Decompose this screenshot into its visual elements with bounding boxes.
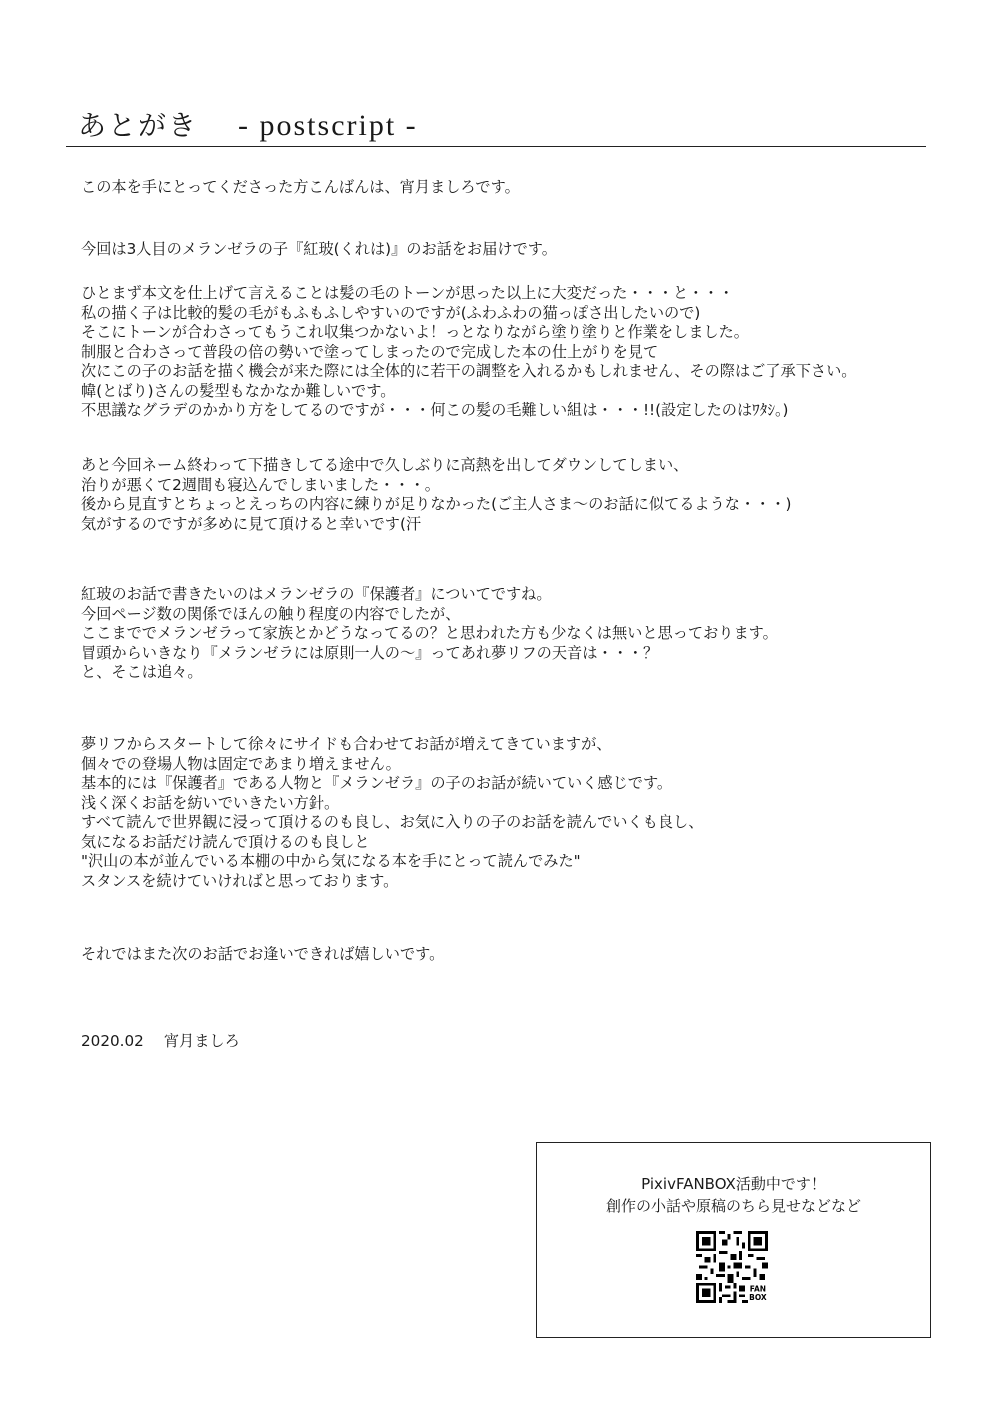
text-line: 今回ページ数の関係でほんの触り程度の内容でしたが、 [81, 604, 461, 623]
title-divider [66, 146, 926, 147]
text-line: 私の描く子は比較的髪の毛がもふもふしやすいのですが(ふわふわの猫っぽさ出したいので) [81, 303, 701, 322]
text-line: 浅く深くお話を紡いでいきたい方針。 [81, 793, 340, 812]
text-line: ここまででメランゼラって家族とかどうなってるの？と思われた方も少なくは無いと思っております。 [81, 624, 778, 642]
svg-text:BOX: BOX [749, 1293, 767, 1303]
paragraph-tone [81, 284, 856, 421]
paragraph-series [81, 735, 703, 891]
signature-author: 宵月ましろ [163, 1032, 240, 1050]
fanbox-line-1: PixivFANBOX活動中です！ [641, 1175, 826, 1193]
text-line: 気がするのですが多めに見て頂けると幸いです(汗 [81, 514, 422, 533]
text-line: すべて読んで世界観に浸って頂けるのも良し、お気に入りの子のお話を読んでいくも良し、 [81, 813, 704, 831]
text-line: 紅玻のお話で書きたいのはメランゼラの『保護者』についてですね。 [81, 585, 552, 603]
text-line: 基本的には『保護者』である人物と『メランゼラ』の子のお話が続いていく感じです。 [81, 774, 673, 792]
text-line: 冒頭からいきなり『メランゼラには原則一人の～』ってあれ夢リフの天音は・・・？ [81, 643, 659, 662]
text-line: 治りが悪くて2週間も寝込んでしまいました・・・。 [81, 475, 440, 494]
text-line: 次にこの子のお話を描く機会が来た際には全体的に若干の調整を入れるかもしれません、その際はご了承下さい。 [81, 362, 857, 380]
qr-code-icon[interactable] [696, 1231, 768, 1303]
title-text: あとがき [78, 109, 199, 142]
paragraph-closing [81, 945, 444, 965]
text-line: 幃(とばり)さんの髪型もなかなか難しいです。 [81, 381, 396, 400]
text-line: そこにトーンが合わさってもうこれ収集つかないよ！っとなりながら塗り塗りと作業をしました。 [81, 323, 749, 341]
text-line: 制服と合わさって普段の倍の勢いで塗ってしまったので完成した本の仕上がりを見て [81, 342, 659, 361]
text-line: 個々での登場人物は固定であまり増えません。 [81, 754, 401, 773]
svg-text:FAN: FAN [749, 1284, 767, 1294]
text-line: この本を手にとってくださった方こんばんは、宵月ましろです。 [81, 178, 520, 196]
text-line: 夢リフからスタートして徐々にサイドも合わせてお話が増えてきていますが、 [81, 735, 612, 753]
signature-date: 2020.02 [81, 1032, 144, 1050]
text-line: と、そこは追々。 [81, 663, 203, 681]
fanbox-promo-box [536, 1142, 931, 1338]
page-title [78, 104, 418, 144]
text-line: それではまた次のお話でお逢いできれば嬉しいです。 [81, 945, 445, 963]
fanbox-line-2: 創作の小話や原稿のちら見せなどなど [605, 1197, 861, 1215]
signature [81, 1030, 240, 1051]
text-line: 後から見直すとちょっとえっちの内容に練りが足りなかった(ご主人さま～のお話に似てるような・・・) [81, 495, 792, 513]
text-line: 気になるお話だけ読んで頂けるのも良しと [81, 832, 370, 851]
paragraph-guardian [81, 585, 778, 683]
paragraph-intro [81, 240, 557, 260]
text-line: 今回は3人目のメランゼラの子『紅玻(くれは)』のお話をお届けです。 [81, 240, 557, 258]
text-line: スタンスを続けていければと思っております。 [81, 871, 399, 890]
text-line: 不思議なグラデのかかり方をしてるのですが・・・何この髪の毛難しい組は・・・!!(設定したのはﾜﾀｼ。) [81, 401, 789, 419]
paragraph-greeting [81, 178, 520, 198]
text-line: あと今回ネーム終わって下描きしてる途中で久しぶりに高熱を出してダウンしてしまい、 [81, 456, 689, 474]
text-line: "沢山の本が並んでいる本棚の中から気になる本を手にとって読んでみた" [81, 852, 581, 870]
paragraph-illness [81, 456, 791, 534]
title-subtitle: - postscript - [238, 109, 418, 142]
text-line: ひとまず本文を仕上げて言えることは髪の毛のトーンが思った以上に大変だった・・・と・・・ [81, 284, 734, 302]
